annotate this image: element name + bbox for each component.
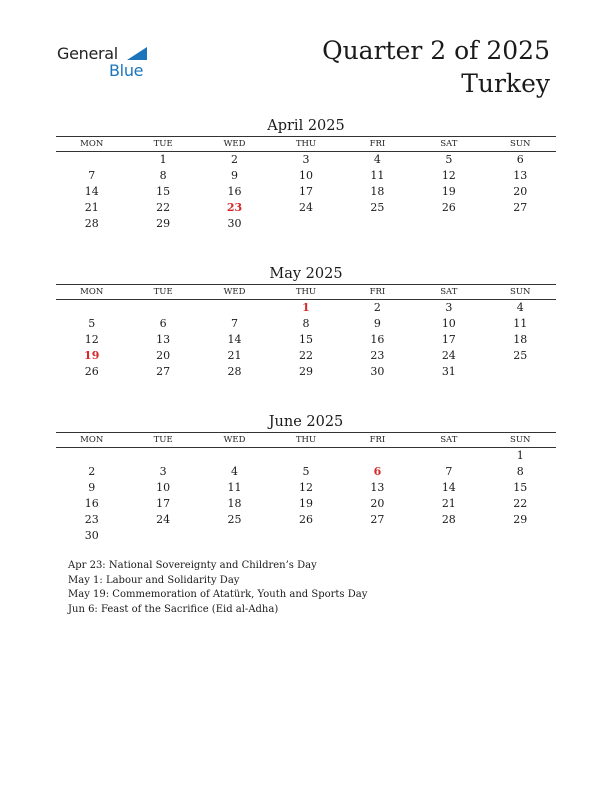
day-cell: 10 [298, 169, 313, 182]
day-cell: 4 [516, 301, 524, 314]
day-cell: 25 [513, 349, 528, 362]
weekday-label: SUN [510, 435, 531, 445]
day-cell: 18 [513, 333, 528, 346]
day-cell: 17 [156, 497, 171, 510]
day-cell: 24 [298, 201, 313, 214]
week-row [56, 364, 556, 380]
day-cell: 8 [159, 169, 167, 182]
weekday-label: MON [80, 139, 104, 149]
day-cell: 20 [156, 349, 171, 362]
day-cell: 21 [441, 497, 456, 510]
day-cell: 22 [298, 349, 313, 362]
weekday-label: TUE [153, 139, 173, 149]
day-cell: 29 [156, 217, 171, 230]
weekday-label: SAT [440, 435, 458, 445]
empty-day-cell [199, 528, 270, 544]
holiday-note: May 1: Labour and Solidarity Day [68, 574, 240, 586]
logo-triangle-icon [127, 47, 147, 60]
day-cell: 4 [231, 465, 239, 478]
week-row [56, 480, 556, 496]
empty-day-cell [342, 216, 413, 232]
day-cell: 19 [84, 349, 100, 362]
empty-day-cell [485, 364, 556, 380]
month-calendar [56, 264, 556, 380]
week-row [56, 200, 556, 216]
day-cell: 11 [513, 317, 528, 330]
weekday-label: THU [295, 139, 317, 149]
day-cell: 12 [298, 481, 313, 494]
empty-day-cell [199, 300, 270, 316]
day-cell: 22 [513, 497, 528, 510]
day-cell: 14 [84, 185, 99, 198]
day-cell: 22 [156, 201, 171, 214]
day-cell: 23 [226, 201, 243, 214]
day-cell: 15 [156, 185, 171, 198]
day-cell: 8 [516, 465, 524, 478]
logo-general-text: General [57, 44, 118, 63]
day-cell: 21 [84, 201, 99, 214]
empty-day-cell [413, 216, 484, 232]
day-cell: 19 [441, 185, 456, 198]
day-cell: 19 [298, 497, 313, 510]
day-cell: 27 [513, 201, 528, 214]
holiday-note: Jun 6: Feast of the Sacrifice (Eid al-Adha) [68, 603, 279, 615]
weekday-label: FRI [369, 287, 386, 297]
weekday-header [56, 136, 556, 152]
week-row [56, 300, 556, 316]
day-cell: 13 [513, 169, 528, 182]
weekday-label: WED [223, 287, 246, 297]
day-cell: 15 [513, 481, 528, 494]
weekday-label: FRI [369, 139, 386, 149]
week-row [56, 496, 556, 512]
empty-day-cell [127, 448, 198, 464]
holiday-note: Apr 23: National Sovereignty and Children’s Day [68, 560, 317, 571]
weekday-label: SAT [440, 287, 458, 297]
weekday-label: FRI [369, 435, 386, 445]
day-cell: 5 [88, 317, 96, 330]
day-cell: 6 [516, 153, 524, 166]
week-row [56, 348, 556, 364]
day-cell: 5 [302, 465, 310, 478]
weekday-label: SUN [510, 139, 531, 149]
day-cell: 12 [441, 169, 456, 182]
weekday-label: TUE [153, 435, 173, 445]
empty-day-cell [127, 300, 198, 316]
day-cell: 16 [370, 333, 385, 346]
empty-day-cell [56, 300, 127, 316]
week-row [56, 316, 556, 332]
day-cell: 29 [513, 513, 528, 526]
weekday-label: SUN [510, 287, 531, 297]
empty-day-cell [485, 216, 556, 232]
empty-day-cell [342, 448, 413, 464]
holiday-note: May 19: Commemoration of Atatürk, Youth and Sports Day [68, 589, 368, 601]
day-cell: 24 [441, 349, 456, 362]
day-cell: 3 [159, 465, 167, 478]
day-cell: 5 [445, 153, 453, 166]
day-cell: 20 [513, 185, 528, 198]
day-cell: 9 [231, 169, 239, 182]
empty-day-cell [56, 448, 127, 464]
day-cell: 4 [373, 153, 381, 166]
empty-day-cell [199, 448, 270, 464]
day-cell: 29 [298, 365, 313, 378]
week-row [56, 184, 556, 200]
empty-day-cell [342, 528, 413, 544]
empty-day-cell [127, 528, 198, 544]
day-cell: 7 [88, 169, 96, 182]
page-title [322, 36, 550, 99]
day-cell: 11 [227, 481, 242, 494]
day-cell: 3 [302, 153, 310, 166]
day-cell: 20 [370, 497, 385, 510]
day-cell: 23 [370, 349, 385, 362]
day-cell: 11 [370, 169, 385, 182]
day-cell: 25 [370, 201, 385, 214]
holiday-notes [68, 559, 367, 617]
day-cell: 26 [441, 201, 456, 214]
weekday-label: SAT [440, 139, 458, 149]
day-cell: 28 [84, 217, 99, 230]
day-cell: 1 [159, 153, 167, 166]
day-cell: 13 [370, 481, 385, 494]
day-cell: 7 [445, 465, 453, 478]
day-cell: 16 [227, 185, 242, 198]
weekday-label: MON [80, 435, 104, 445]
day-cell: 12 [84, 333, 99, 346]
day-cell: 30 [370, 365, 385, 378]
weekday-label: WED [223, 435, 246, 445]
day-cell: 2 [231, 153, 239, 166]
day-cell: 17 [441, 333, 456, 346]
empty-day-cell [270, 216, 341, 232]
day-cell: 23 [84, 513, 99, 526]
week-row [56, 152, 556, 168]
empty-day-cell [413, 528, 484, 544]
empty-day-cell [485, 528, 556, 544]
day-cell: 15 [298, 333, 313, 346]
day-cell: 26 [298, 513, 313, 526]
country-title: Turkey [461, 69, 550, 98]
quarter-title: Quarter 2 of 2025 [322, 36, 550, 65]
day-cell: 3 [445, 301, 453, 314]
week-row [56, 216, 556, 232]
day-cell: 9 [88, 481, 96, 494]
day-cell: 6 [159, 317, 167, 330]
month-title: May 2025 [269, 266, 343, 282]
week-row [56, 512, 556, 528]
weekday-header [56, 284, 556, 300]
day-cell: 14 [441, 481, 456, 494]
day-cell: 14 [227, 333, 242, 346]
day-cell: 24 [156, 513, 171, 526]
weekday-label: THU [295, 435, 317, 445]
week-row [56, 332, 556, 348]
day-cell: 27 [370, 513, 385, 526]
week-row [56, 448, 556, 464]
day-cell: 8 [302, 317, 310, 330]
day-cell: 17 [298, 185, 313, 198]
week-row [56, 528, 556, 544]
logo [57, 44, 157, 84]
day-cell: 16 [84, 497, 99, 510]
day-cell: 30 [84, 529, 99, 542]
day-cell: 1 [302, 301, 310, 314]
month-calendar [56, 116, 556, 232]
empty-day-cell [56, 152, 127, 168]
day-cell: 2 [373, 301, 381, 314]
day-cell: 13 [156, 333, 171, 346]
weekday-label: MON [80, 287, 104, 297]
day-cell: 21 [227, 349, 242, 362]
month-title: June 2025 [268, 414, 344, 430]
month-title: April 2025 [267, 118, 345, 134]
day-cell: 30 [227, 217, 242, 230]
empty-day-cell [270, 528, 341, 544]
week-row [56, 464, 556, 480]
weekday-label: TUE [153, 287, 173, 297]
day-cell: 10 [156, 481, 171, 494]
empty-day-cell [413, 448, 484, 464]
day-cell: 26 [84, 365, 99, 378]
day-cell: 18 [227, 497, 242, 510]
month-calendar [56, 412, 556, 544]
day-cell: 9 [373, 317, 381, 330]
empty-day-cell [270, 448, 341, 464]
day-cell: 10 [441, 317, 456, 330]
week-row [56, 168, 556, 184]
day-cell: 1 [516, 449, 524, 462]
day-cell: 25 [227, 513, 242, 526]
weekday-label: THU [295, 287, 317, 297]
logo-blue-text: Blue [109, 61, 144, 80]
day-cell: 28 [441, 513, 456, 526]
weekday-label: WED [223, 139, 246, 149]
weekday-header [56, 432, 556, 448]
day-cell: 27 [156, 365, 171, 378]
day-cell: 31 [441, 365, 456, 378]
day-cell: 2 [88, 465, 96, 478]
day-cell: 18 [370, 185, 385, 198]
day-cell: 6 [373, 465, 382, 478]
day-cell: 7 [231, 317, 239, 330]
day-cell: 28 [227, 365, 242, 378]
